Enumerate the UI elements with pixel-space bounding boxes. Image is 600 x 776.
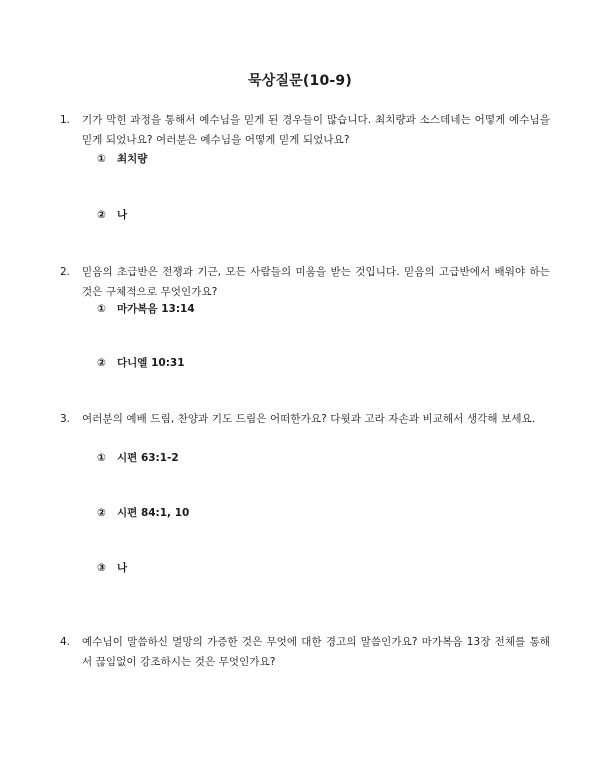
- item-label: 시편 84:1, 10: [117, 507, 190, 519]
- item-label: 나: [117, 209, 128, 221]
- question-text: 기가 막힌 과정을 통해서 예수님을 믿게 된 경우들이 많습니다. 최치량과 소스데네는 어떻게 예수님을 믿게 되었나요? 여러분은 예수님을 어떻게 믿게 되었나요?: [82, 114, 550, 146]
- question-1: [60, 110, 550, 150]
- question-3-item-2: [97, 505, 189, 521]
- item-label: 마가복음 13:14: [117, 303, 195, 315]
- question-3-item-1: [97, 450, 179, 466]
- question-2-item-1: [97, 301, 195, 317]
- question-1-item-1: [97, 151, 147, 167]
- question-2-item-2: [97, 355, 185, 371]
- item-label: 다니엘 10:31: [117, 357, 185, 369]
- question-number: 4.: [60, 636, 71, 648]
- question-4: [60, 632, 550, 672]
- item-marker: ②: [97, 209, 106, 221]
- question-number: 1.: [60, 114, 71, 126]
- question-text: 믿음의 초급반은 전쟁과 기근, 모든 사람들의 미움을 받는 것입니다. 믿음의 고급반에서 배워야 하는 것은 구체적으로 무엇인가요?: [82, 266, 550, 298]
- item-label: 시편 63:1-2: [117, 452, 179, 464]
- question-3-item-3: [97, 560, 127, 576]
- item-marker: ①: [97, 153, 106, 165]
- page-title: 묵상질문(10-9): [248, 73, 352, 89]
- question-text: 여러분의 예배 드림, 찬양과 기도 드림은 어떠한가요? 다윗과 고라 자손과 비교해서 생각해 보세요.: [82, 413, 536, 425]
- item-label: 최치량: [117, 153, 148, 165]
- question-3: [60, 409, 550, 429]
- item-marker: ②: [97, 507, 106, 519]
- question-1-item-2: [97, 207, 127, 223]
- item-marker: ②: [97, 357, 106, 369]
- item-marker: ③: [97, 562, 106, 574]
- question-number: 3.: [60, 413, 71, 425]
- question-text: 예수님이 말씀하신 멸망의 가증한 것은 무엇에 대한 경고의 말씀인가요? 마가복음 13장 전체를 통해서 끊임없이 강조하시는 것은 무엇인가요?: [82, 636, 550, 668]
- question-number: 2.: [60, 266, 71, 278]
- item-marker: ①: [97, 452, 106, 464]
- question-2: [60, 262, 550, 302]
- item-label: 나: [117, 562, 128, 574]
- item-marker: ①: [97, 303, 106, 315]
